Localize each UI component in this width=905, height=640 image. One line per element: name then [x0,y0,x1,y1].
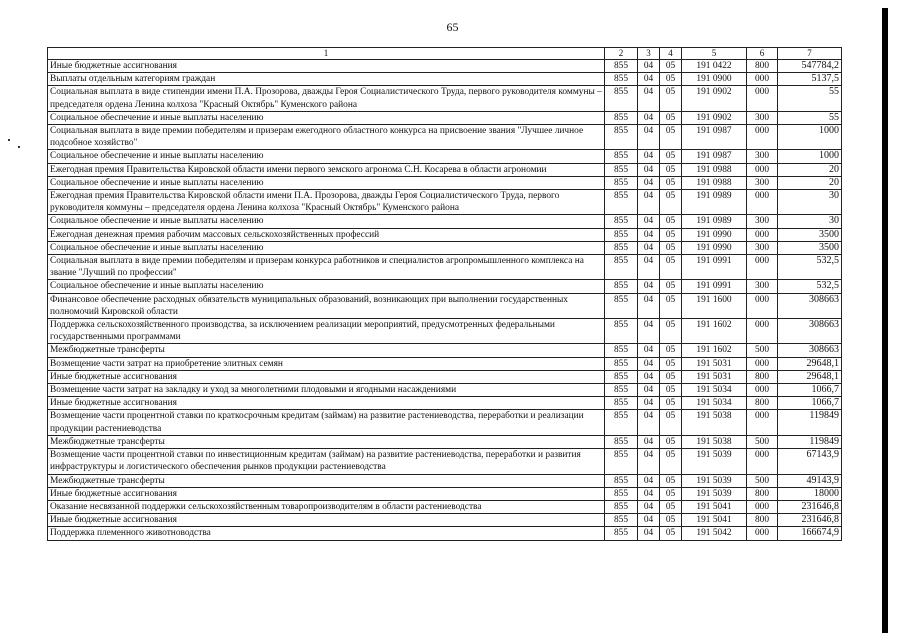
subsection-code-cell: 05 [660,370,682,383]
table-row [48,397,842,410]
target-article-cell: 191 5031 [682,370,747,383]
subsection-code-cell: 05 [660,228,682,241]
subsection-code-cell: 05 [660,255,682,280]
amount-cell: 119849 [778,435,842,448]
section-code-cell: 04 [638,344,660,357]
ministry-code-cell: 855 [605,357,638,370]
expense-type-cell: 800 [747,370,778,383]
subsection-code-cell: 05 [660,60,682,73]
ministry-code-cell: 855 [605,384,638,397]
ministry-code-cell: 855 [605,319,638,344]
amount-cell: 5137,5 [778,73,842,86]
target-article-cell: 191 1600 [682,293,747,318]
column-header: 7 [778,48,842,60]
section-code-cell: 04 [638,73,660,86]
target-article-cell: 191 1602 [682,344,747,357]
expense-name-cell: Социальное обеспечение и иные выплаты населению [48,111,605,124]
target-article-cell: 191 0902 [682,111,747,124]
amount-cell: 231646,8 [778,514,842,527]
subsection-code-cell: 05 [660,449,682,474]
amount-cell: 532,5 [778,255,842,280]
amount-cell: 20 [778,163,842,176]
expense-name-cell: Социальное обеспечение и иные выплаты населению [48,150,605,163]
amount-cell: 308663 [778,344,842,357]
amount-cell: 1066,7 [778,384,842,397]
subsection-code-cell: 05 [660,500,682,513]
amount-cell: 29648,1 [778,370,842,383]
table-row [48,280,842,293]
table-row [48,357,842,370]
table-row [48,73,842,86]
subsection-code-cell: 05 [660,293,682,318]
table-row [48,487,842,500]
subsection-code-cell: 05 [660,527,682,540]
amount-cell: 67143,9 [778,449,842,474]
subsection-code-cell: 05 [660,344,682,357]
table-row [48,86,842,111]
subsection-code-cell: 05 [660,215,682,228]
section-code-cell: 04 [638,410,660,435]
ministry-code-cell: 855 [605,111,638,124]
subsection-code-cell: 05 [660,241,682,254]
expense-type-cell: 000 [747,410,778,435]
table-row [48,474,842,487]
section-code-cell: 04 [638,370,660,383]
section-code-cell: 04 [638,500,660,513]
amount-cell: 30 [778,190,842,215]
target-article-cell: 191 0989 [682,190,747,215]
target-article-cell: 191 0902 [682,86,747,111]
ministry-code-cell: 855 [605,410,638,435]
target-article-cell: 191 0422 [682,60,747,73]
expense-name-cell: Возмещение части затрат на закладку и уход за многолетними плодовыми и ягодными насаждениями [48,384,605,397]
target-article-cell: 191 5038 [682,435,747,448]
amount-cell: 1000 [778,125,842,150]
expense-name-cell: Иные бюджетные ассигнования [48,514,605,527]
page-number: 65 [446,20,459,34]
ministry-code-cell: 855 [605,397,638,410]
expense-name-cell: Ежегодная денежная премия рабочим массовых сельскохозяйственных профессий [48,228,605,241]
expense-type-cell: 000 [747,293,778,318]
expense-type-cell: 000 [747,527,778,540]
ministry-code-cell: 855 [605,293,638,318]
expense-type-cell: 000 [747,228,778,241]
table-row [48,60,842,73]
section-code-cell: 04 [638,293,660,318]
target-article-cell: 191 0989 [682,215,747,228]
expense-type-cell: 300 [747,176,778,189]
expense-name-cell: Межбюджетные трансферты [48,435,605,448]
amount-cell: 55 [778,111,842,124]
ministry-code-cell: 855 [605,86,638,111]
amount-cell: 231646,8 [778,500,842,513]
section-code-cell: 04 [638,487,660,500]
ministry-code-cell: 855 [605,474,638,487]
expense-type-cell: 500 [747,474,778,487]
table-row [48,527,842,540]
ministry-code-cell: 855 [605,255,638,280]
expense-name-cell: Поддержка сельскохозяйственного производства, за исключением реализации мероприятий, предусмотренных федеральными государственными программами [48,319,605,344]
amount-cell: 547784,2 [778,60,842,73]
expense-type-cell: 000 [747,163,778,176]
expense-type-cell: 000 [747,86,778,111]
table-row [48,255,842,280]
target-article-cell: 191 5039 [682,487,747,500]
expense-name-cell: Иные бюджетные ассигнования [48,60,605,73]
subsection-code-cell: 05 [660,357,682,370]
ministry-code-cell: 855 [605,73,638,86]
table-row [48,449,842,474]
expense-name-cell: Поддержка племенного животноводства [48,527,605,540]
expense-name-cell: Иные бюджетные ассигнования [48,487,605,500]
expense-type-cell: 800 [747,487,778,500]
table-row [48,228,842,241]
table-row [48,190,842,215]
section-code-cell: 04 [638,241,660,254]
table-row [48,215,842,228]
ministry-code-cell: 855 [605,150,638,163]
table-row [48,241,842,254]
amount-cell: 1000 [778,150,842,163]
target-article-cell: 191 0900 [682,73,747,86]
subsection-code-cell: 05 [660,176,682,189]
expense-type-cell: 000 [747,73,778,86]
ministry-code-cell: 855 [605,228,638,241]
target-article-cell: 191 0987 [682,150,747,163]
ministry-code-cell: 855 [605,190,638,215]
amount-cell: 166674,9 [778,527,842,540]
table-row [48,163,842,176]
expense-name-cell: Межбюджетные трансферты [48,474,605,487]
section-code-cell: 04 [638,190,660,215]
column-header: 2 [605,48,638,60]
section-code-cell: 04 [638,357,660,370]
expense-name-cell: Иные бюджетные ассигнования [48,397,605,410]
section-code-cell: 04 [638,255,660,280]
expense-name-cell: Оказание несвязанной поддержки сельскохозяйственным товаропроизводителям в области растениеводства [48,500,605,513]
target-article-cell: 191 5041 [682,514,747,527]
expense-name-cell: Ежегодная премия Правительства Кировской области имени П.А. Прозорова, дважды Героя Социалистического Труда, первого руководителя коммуны – председателя ордена Ленина колхоза "Красный Октябрь" Куменского района [48,190,605,215]
table-row [48,370,842,383]
amount-cell: 18000 [778,487,842,500]
subsection-code-cell: 05 [660,111,682,124]
ministry-code-cell: 855 [605,527,638,540]
subsection-code-cell: 05 [660,487,682,500]
expense-name-cell: Социальное обеспечение и иные выплаты населению [48,176,605,189]
expense-type-cell: 800 [747,514,778,527]
expense-type-cell: 000 [747,255,778,280]
expense-type-cell: 000 [747,449,778,474]
target-article-cell: 191 0990 [682,241,747,254]
expense-type-cell: 000 [747,384,778,397]
target-article-cell: 191 5039 [682,449,747,474]
ministry-code-cell: 855 [605,487,638,500]
expense-type-cell: 000 [747,190,778,215]
expense-name-cell: Возмещение части затрат на приобретение элитных семян [48,357,605,370]
expense-type-cell: 300 [747,111,778,124]
section-code-cell: 04 [638,384,660,397]
target-article-cell: 191 0988 [682,176,747,189]
subsection-code-cell: 05 [660,125,682,150]
target-article-cell: 191 0991 [682,280,747,293]
column-header: 5 [682,48,747,60]
expense-name-cell: Межбюджетные трансферты [48,344,605,357]
expense-type-cell: 000 [747,125,778,150]
table-row [48,410,842,435]
expense-name-cell: Социальное обеспечение и иные выплаты населению [48,241,605,254]
table-row [48,111,842,124]
expense-type-cell: 300 [747,215,778,228]
target-article-cell: 191 5031 [682,357,747,370]
column-header: 6 [747,48,778,60]
subsection-code-cell: 05 [660,73,682,86]
section-code-cell: 04 [638,215,660,228]
ministry-code-cell: 855 [605,500,638,513]
section-code-cell: 04 [638,527,660,540]
subsection-code-cell: 05 [660,319,682,344]
amount-cell: 532,5 [778,280,842,293]
amount-cell: 3500 [778,228,842,241]
expense-type-cell: 500 [747,435,778,448]
subsection-code-cell: 05 [660,410,682,435]
expense-name-cell: Социальная выплата в виде премии победителям и призерам ежегодного областного конкурса на присвоение звания "Лучшее личное подсобное хозяйство" [48,125,605,150]
amount-cell: 308663 [778,319,842,344]
expense-type-cell: 000 [747,500,778,513]
target-article-cell: 191 0987 [682,125,747,150]
table-row [48,293,842,318]
target-article-cell: 191 5039 [682,474,747,487]
table-row [48,344,842,357]
section-code-cell: 04 [638,280,660,293]
table-row [48,125,842,150]
table-row [48,514,842,527]
section-code-cell: 04 [638,150,660,163]
subsection-code-cell: 05 [660,397,682,410]
subsection-code-cell: 05 [660,163,682,176]
target-article-cell: 191 1602 [682,319,747,344]
amount-cell: 308663 [778,293,842,318]
section-code-cell: 04 [638,449,660,474]
column-header: 1 [48,48,605,60]
subsection-code-cell: 05 [660,514,682,527]
expense-type-cell: 000 [747,319,778,344]
target-article-cell: 191 5034 [682,384,747,397]
amount-cell: 29648,1 [778,357,842,370]
expense-type-cell: 300 [747,280,778,293]
expense-type-cell: 300 [747,241,778,254]
expense-name-cell: Социальное обеспечение и иные выплаты населению [48,215,605,228]
budget-table-body [48,60,842,541]
table-header-row [48,48,842,60]
ministry-code-cell: 855 [605,370,638,383]
expense-type-cell: 500 [747,344,778,357]
section-code-cell: 04 [638,176,660,189]
target-article-cell: 191 5034 [682,397,747,410]
ministry-code-cell: 855 [605,163,638,176]
section-code-cell: 04 [638,397,660,410]
expense-name-cell: Финансовое обеспечение расходных обязательств муниципальных образований, возникающих при выполнении государственных полномочий Кировской области [48,293,605,318]
ministry-code-cell: 855 [605,449,638,474]
amount-cell: 119849 [778,410,842,435]
target-article-cell: 191 0991 [682,255,747,280]
section-code-cell: 04 [638,319,660,344]
expense-name-cell: Иные бюджетные ассигнования [48,370,605,383]
expense-type-cell: 000 [747,357,778,370]
table-row [48,384,842,397]
column-header: 3 [638,48,660,60]
target-article-cell: 191 0990 [682,228,747,241]
table-row [48,435,842,448]
ministry-code-cell: 855 [605,435,638,448]
subsection-code-cell: 05 [660,384,682,397]
subsection-code-cell: 05 [660,435,682,448]
amount-cell: 20 [778,176,842,189]
expense-name-cell: Социальное обеспечение и иные выплаты населению [48,280,605,293]
section-code-cell: 04 [638,111,660,124]
ministry-code-cell: 855 [605,344,638,357]
expense-type-cell: 800 [747,60,778,73]
amount-cell: 30 [778,215,842,228]
expense-name-cell: Ежегодная премия Правительства Кировской области имени первого земского агронома С.Н. Косарева в области агрономии [48,163,605,176]
ministry-code-cell: 855 [605,125,638,150]
expense-type-cell: 300 [747,150,778,163]
ministry-code-cell: 855 [605,280,638,293]
section-code-cell: 04 [638,474,660,487]
amount-cell: 1066,7 [778,397,842,410]
target-article-cell: 191 5042 [682,527,747,540]
table-row [48,319,842,344]
expense-name-cell: Выплаты отдельным категориям граждан [48,73,605,86]
expense-name-cell: Социальная выплата в виде стипендии имени П.А. Прозорова, дважды Героя Социалистического Труда, первого руководителя коммуны – председателя ордена Ленина колхоза "Красный Октябрь" Куменского района [48,86,605,111]
ministry-code-cell: 855 [605,60,638,73]
target-article-cell: 191 5041 [682,500,747,513]
ministry-code-cell: 855 [605,514,638,527]
subsection-code-cell: 05 [660,474,682,487]
expense-name-cell: Социальная выплата в виде премии победителям и призерам конкурса работников и специалистов агропромышленного комплекса на звание "Лучший по профессии" [48,255,605,280]
table-row [48,500,842,513]
section-code-cell: 04 [638,86,660,111]
budget-table [47,47,842,541]
section-code-cell: 04 [638,163,660,176]
ministry-code-cell: 855 [605,241,638,254]
table-row [48,150,842,163]
expense-type-cell: 800 [747,397,778,410]
section-code-cell: 04 [638,514,660,527]
ministry-code-cell: 855 [605,215,638,228]
subsection-code-cell: 05 [660,150,682,163]
amount-cell: 49143,9 [778,474,842,487]
column-header: 4 [660,48,682,60]
scan-speck [18,146,20,148]
subsection-code-cell: 05 [660,190,682,215]
subsection-code-cell: 05 [660,280,682,293]
amount-cell: 55 [778,86,842,111]
ministry-code-cell: 855 [605,176,638,189]
section-code-cell: 04 [638,60,660,73]
scan-speck [8,139,10,141]
expense-name-cell: Возмещение части процентной ставки по краткосрочным кредитам (займам) на развитие растениеводства, переработки и реализации продукции растениеводства [48,410,605,435]
section-code-cell: 04 [638,125,660,150]
amount-cell: 3500 [778,241,842,254]
table-row [48,176,842,189]
subsection-code-cell: 05 [660,86,682,111]
expense-name-cell: Возмещение части процентной ставки по инвестиционным кредитам (займам) на развитие растениеводства, переработки и развития инфраструктуры и логистического обеспечения рынков продукции растениеводства [48,449,605,474]
scan-edge-bar [882,8,888,633]
target-article-cell: 191 5038 [682,410,747,435]
section-code-cell: 04 [638,228,660,241]
target-article-cell: 191 0988 [682,163,747,176]
section-code-cell: 04 [638,435,660,448]
